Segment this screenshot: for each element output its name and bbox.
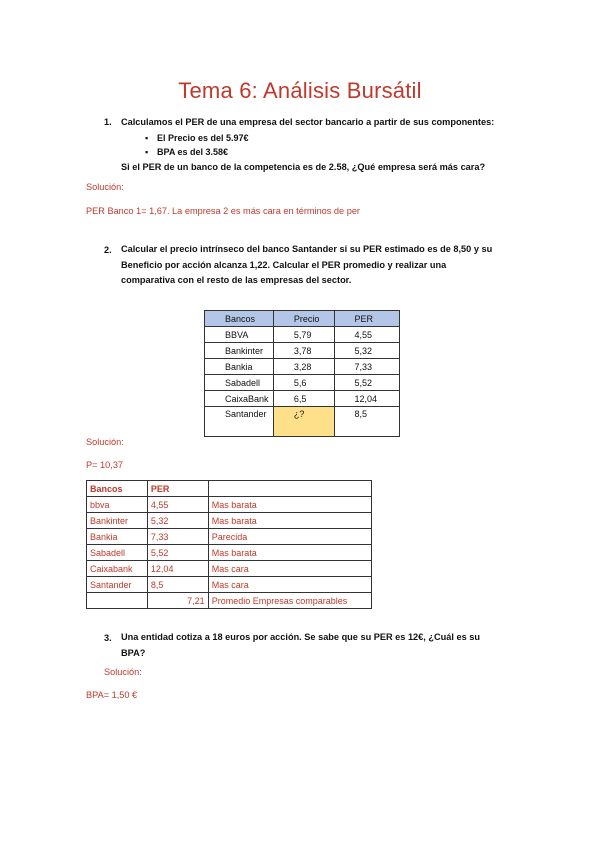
table-cell: Santander bbox=[87, 577, 148, 593]
table-cell: Sabadell bbox=[205, 375, 274, 391]
column-header bbox=[208, 481, 371, 497]
table-row bbox=[87, 529, 372, 545]
table-cell-highlighted: ¿? bbox=[273, 407, 334, 437]
banks-table bbox=[204, 310, 400, 437]
table-row bbox=[205, 359, 400, 375]
page-title: Tema 6: Análisis Bursátil bbox=[178, 78, 422, 103]
solution-3-answer: BPA= 1,50 € bbox=[86, 690, 138, 700]
table-cell-empty bbox=[87, 593, 148, 609]
table-cell: 12,04 bbox=[334, 391, 399, 407]
table-cell: 8,5 bbox=[147, 577, 208, 593]
table-row bbox=[205, 407, 400, 437]
solution-1-answer: PER Banco 1= 1,67. La empresa 2 es más cara en términos de per bbox=[86, 206, 360, 216]
table-cell: Parecida bbox=[208, 529, 371, 545]
table-header-row bbox=[87, 481, 372, 497]
column-header: Bancos bbox=[87, 481, 148, 497]
column-header: PER bbox=[334, 311, 399, 327]
question-2-line: comparativa con el resto de las empresas del sector. bbox=[121, 275, 352, 285]
table-row bbox=[205, 327, 400, 343]
table-cell: Caixabank bbox=[87, 561, 148, 577]
table-cell: 6,5 bbox=[273, 391, 334, 407]
table-cell: 5,32 bbox=[147, 513, 208, 529]
question-3-number: 3. bbox=[104, 633, 112, 643]
table-row bbox=[205, 343, 400, 359]
comparison-table bbox=[86, 480, 372, 609]
solution-3-label: Solución: bbox=[104, 667, 142, 677]
table-cell: Mas cara bbox=[208, 577, 371, 593]
table-row bbox=[87, 513, 372, 529]
bullet-text: El Precio es del 5.97€ bbox=[157, 133, 249, 143]
table-cell: Bankinter bbox=[87, 513, 148, 529]
question-2-line: Beneficio por acción alcanza 1,22. Calcular el PER promedio y realizar una bbox=[121, 259, 447, 270]
table-cell: Bankia bbox=[205, 359, 274, 375]
table-cell: 3,78 bbox=[273, 343, 334, 359]
table-cell: 8,5 bbox=[334, 407, 399, 437]
table-cell: Santander bbox=[205, 407, 274, 437]
table-cell: 12,04 bbox=[147, 561, 208, 577]
question-2-number: 2. bbox=[104, 245, 112, 255]
question-1-text: Calculamos el PER de una empresa del sector bancario a partir de sus componentes: bbox=[121, 117, 495, 127]
column-header: Bancos bbox=[205, 311, 274, 327]
bullet-icon: ▪ bbox=[145, 133, 149, 143]
table-cell: 5,32 bbox=[334, 343, 399, 359]
table-cell: 7,33 bbox=[334, 359, 399, 375]
question-3-line: BPA? bbox=[121, 647, 146, 658]
table-cell: Mas barata bbox=[208, 545, 371, 561]
table-cell: Bankia bbox=[87, 529, 148, 545]
table-row bbox=[87, 561, 372, 577]
solution-1-label: Solución: bbox=[86, 182, 124, 192]
table-cell: CaixaBank bbox=[205, 391, 274, 407]
table-cell: Mas cara bbox=[208, 561, 371, 577]
table-cell: 5,79 bbox=[273, 327, 334, 343]
question-1-number: 1. bbox=[104, 117, 112, 127]
table-header-row bbox=[205, 311, 400, 327]
solution-2-label: Solución: bbox=[86, 437, 124, 447]
table-cell: 4,55 bbox=[147, 497, 208, 513]
average-value: 7,21 bbox=[147, 593, 208, 609]
average-label: Promedio Empresas comparables bbox=[208, 593, 371, 609]
question-1-text-2: Si el PER de un banco de la competencia es de 2.58, ¿Qué empresa será más cara? bbox=[121, 162, 486, 172]
question-3-text bbox=[121, 630, 541, 661]
table-row bbox=[87, 497, 372, 513]
bullet-text: BPA es del 3.58€ bbox=[157, 147, 229, 157]
table-cell: Mas barata bbox=[208, 497, 371, 513]
solution-2-answer: P= 10,37 bbox=[86, 460, 124, 470]
table-cell: 3,28 bbox=[273, 359, 334, 375]
question-1-bullet-2 bbox=[145, 145, 228, 159]
bullet-icon: ▪ bbox=[145, 147, 149, 157]
table-row-average bbox=[87, 593, 372, 609]
table-cell: Bankinter bbox=[205, 343, 274, 359]
table-row bbox=[205, 375, 400, 391]
table-cell: 5,52 bbox=[147, 545, 208, 561]
table-cell: 4,55 bbox=[334, 327, 399, 343]
question-1-bullet-1 bbox=[145, 131, 249, 145]
column-header: Precio bbox=[273, 311, 334, 327]
table-row bbox=[87, 545, 372, 561]
table-cell: bbva bbox=[87, 497, 148, 513]
column-header: PER bbox=[147, 481, 208, 497]
question-2-text bbox=[121, 242, 541, 289]
table-cell: 5,52 bbox=[334, 375, 399, 391]
table-cell: Sabadell bbox=[87, 545, 148, 561]
table-cell: Mas barata bbox=[208, 513, 371, 529]
table-cell: 7,33 bbox=[147, 529, 208, 545]
question-2-line: Calcular el precio intrínseco del banco Santander si su PER estimado es de 8,50 y su bbox=[121, 244, 493, 254]
table-row bbox=[87, 577, 372, 593]
table-row bbox=[205, 391, 400, 407]
table-cell: 5,6 bbox=[273, 375, 334, 391]
question-3-line: Una entidad cotiza a 18 euros por acción. Se sabe que su PER es 12€, ¿Cuál es su bbox=[121, 632, 480, 642]
table-cell: BBVA bbox=[205, 327, 274, 343]
